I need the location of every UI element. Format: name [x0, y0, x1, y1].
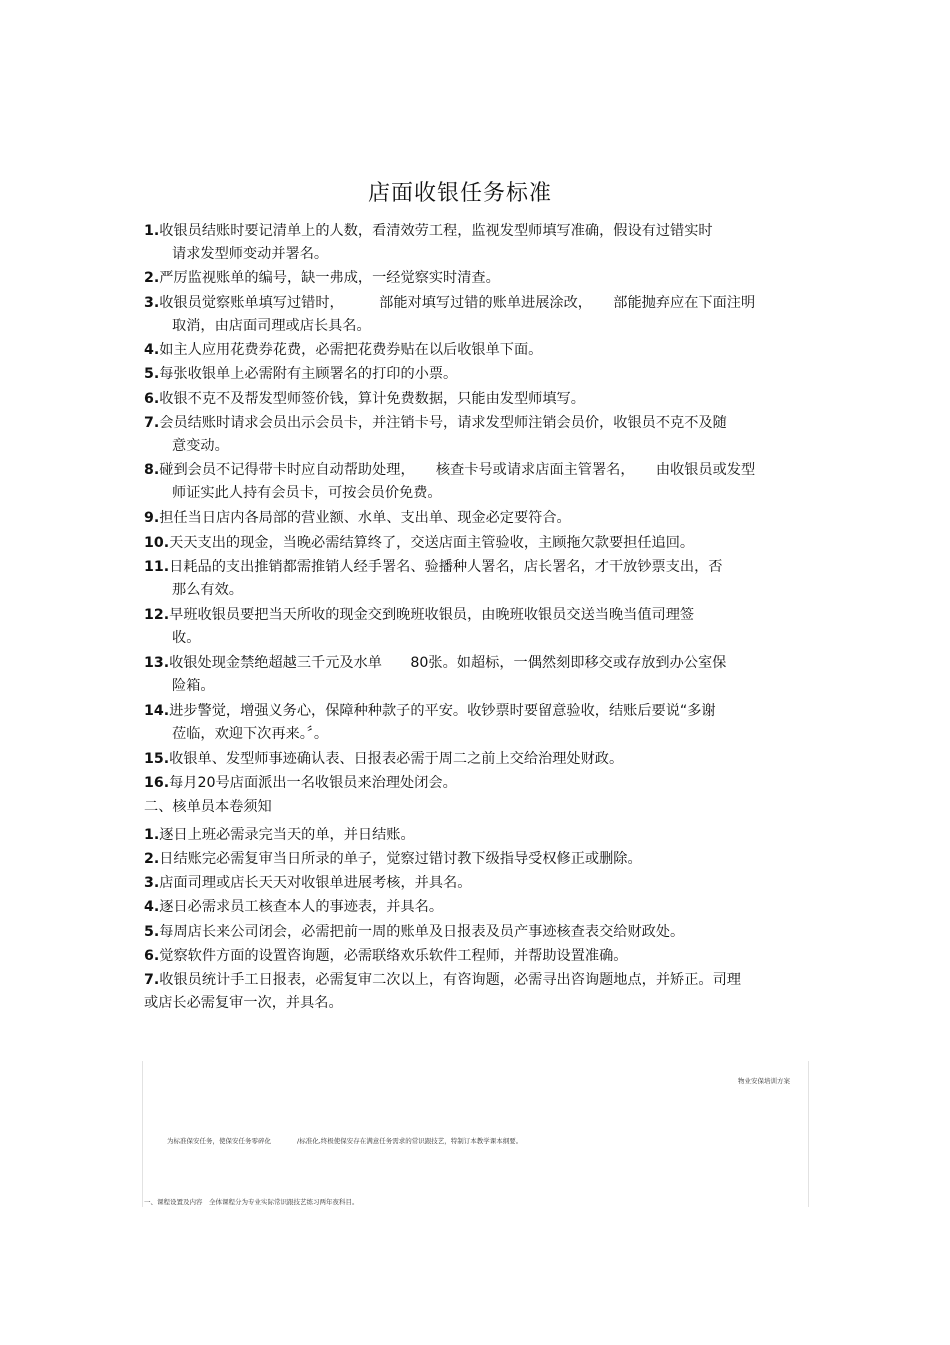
page-title: 店面收银任务标准 — [367, 181, 552, 206]
item-text: 收银不克不及帮发型师签价钱，算计免费数据，只能由发型师填写。 — [159, 391, 585, 407]
item-text: 收银员觉察账单填写过错时， 部能对填写过错的账单进展涂改， 部能抛弃应在下面注明 — [159, 295, 756, 311]
item-text: 觉察软件方面的设置咨询题，必需联络欢乐软件工程师，并帮助设置准确。 — [159, 948, 628, 964]
item-number: 15. — [144, 751, 170, 767]
item-continuation: 莅临，欢迎下次再来。〞。 — [172, 726, 329, 742]
item-text: 收银员结账时要记清单上的人数，看清效劳工程，监视发型师填写准确，假设有过错实时 — [159, 223, 713, 239]
item-text: 逐日必需求员工核查本人的事迹表，并具名。 — [159, 899, 444, 915]
list-item — [144, 945, 824, 968]
item-text: 进步警觉，增强义务心，保障种种款子的平安。收钞票时要留意验收，结账后要说“多谢 — [169, 703, 716, 719]
list-item — [144, 220, 824, 266]
item-text: 每周店长来公司闭会，必需把前一周的账单及日报表及员产事迹核查表交给财政处。 — [159, 924, 685, 940]
list-item — [144, 700, 824, 746]
embedded-intro-b: /标准化,终极使保安存在满意任务需求的常识跟技艺，特制订本教学课本纲要。 — [297, 1137, 523, 1145]
list-item — [144, 459, 824, 505]
item-text: 逐日上班必需录完当天的单，并日结账。 — [159, 827, 415, 843]
item-number: 7. — [144, 972, 160, 988]
item-text: 严厉监视账单的编号，缺一弗成，一经觉察实时清查。 — [159, 270, 500, 286]
item-number: 12. — [144, 607, 170, 623]
item-number: 5. — [144, 366, 160, 382]
item-continuation: 取消，由店面司理或店长具名。 — [172, 318, 371, 334]
item-number: 10. — [144, 535, 170, 551]
item-text: 收银单、发型师事迹确认表、日报表必需于周二之前上交给治理处财政。 — [169, 751, 624, 767]
item-text: 会员结账时请求会员出示会员卡，并注销卡号，请求发型师注销会员价，收银员不克不及随 — [159, 415, 727, 431]
item-continuation: 收。 — [172, 630, 201, 646]
item-continuation: 意变动。 — [172, 438, 229, 454]
item-number: 1. — [144, 223, 160, 239]
list-item — [144, 292, 824, 338]
item-continuation: 师证实此人持有会员卡，可按会员价免费。 — [172, 485, 442, 501]
item-number: 11. — [144, 559, 170, 575]
list-item — [144, 532, 824, 555]
list-item — [144, 652, 824, 698]
list-item — [144, 507, 824, 530]
item-continuation: 或店长必需复审一次，并具名。 — [144, 995, 343, 1011]
list-item — [144, 339, 824, 362]
item-number: 7. — [144, 415, 160, 431]
item-number: 3. — [144, 875, 160, 891]
item-text: 收银处现金禁绝超越三千元及水单 80张。如超标，一偶然刻即移交或存放到办公室保 — [169, 655, 727, 671]
item-number: 4. — [144, 899, 160, 915]
embedded-intro-a: 为标准保安任务，使保安任务零碎化 — [167, 1137, 271, 1145]
item-continuation: 险箱。 — [172, 678, 215, 694]
item-number: 2. — [144, 851, 160, 867]
list-item — [144, 267, 824, 290]
list-item — [144, 824, 824, 847]
embedded-header: 物业安保培训方案 — [738, 1077, 790, 1085]
item-number: 16. — [144, 775, 170, 791]
list-item — [144, 748, 824, 771]
item-number: 6. — [144, 391, 160, 407]
list-item — [144, 363, 824, 386]
list-item — [144, 872, 824, 895]
item-number: 1. — [144, 827, 160, 843]
list-item — [144, 556, 824, 602]
embedded-page-frame — [142, 1061, 809, 1207]
item-text: 担任当日店内各局部的营业额、水单、支出单、现金必定要符合。 — [159, 510, 571, 526]
item-text: 每月20号店面派出一名收银员来治理处闭会。 — [169, 775, 457, 791]
item-text: 早班收银员要把当天所收的现金交到晚班收银员，由晚班收银员交送当晚当值司理签 — [169, 607, 695, 623]
item-text: 每张收银单上必需附有主顾署名的打印的小票。 — [159, 366, 458, 382]
section-heading: 二、核单员本卷须知 — [144, 799, 272, 815]
item-number: 13. — [144, 655, 170, 671]
item-number: 9. — [144, 510, 160, 526]
list-item — [144, 896, 824, 919]
item-text: 日耗品的支出推销都需推销人经手署名、验播种人署名，店长署名，才干放钞票支出，否 — [169, 559, 723, 575]
item-text: 碰到会员不记得带卡时应自动帮助处理， 核查卡号或请求店面主管署名， 由收银员或发型 — [159, 462, 756, 478]
list-item — [144, 388, 824, 411]
list-item — [144, 772, 824, 795]
item-number: 3. — [144, 295, 160, 311]
item-text: 收银员统计手工日报表，必需复审二次以上，有咨询题，必需寻出咨询题地点，并矫正。司理 — [159, 972, 741, 988]
list-item — [144, 848, 824, 871]
item-text: 天天支出的现金，当晚必需结算终了，交送店面主管验收，主顾拖欠款要担任追回。 — [169, 535, 695, 551]
item-number: 5. — [144, 924, 160, 940]
list-item — [144, 604, 824, 650]
item-text: 日结账完必需复审当日所录的单子，觉察过错讨教下级指导受权修正或删除。 — [159, 851, 642, 867]
item-text: 店面司理或店长天天对收银单进展考核，并具名。 — [159, 875, 472, 891]
list-item — [144, 969, 824, 1015]
item-number: 2. — [144, 270, 160, 286]
item-number: 6. — [144, 948, 160, 964]
item-text: 如主人应用花费券花费，必需把花费券贴在以后收银单下面。 — [159, 342, 543, 358]
document-body — [144, 220, 824, 1016]
item-number: 4. — [144, 342, 160, 358]
embedded-section-line: 一、课程设置及内容 全体课程分为专业实际常识跟技艺练习两年夜科目。 — [144, 1198, 359, 1206]
item-continuation: 那么有效。 — [172, 582, 243, 598]
list-item — [144, 921, 824, 944]
item-number: 14. — [144, 703, 170, 719]
item-continuation: 请求发型师变动并署名。 — [172, 246, 329, 262]
list-item — [144, 412, 824, 458]
item-number: 8. — [144, 462, 160, 478]
